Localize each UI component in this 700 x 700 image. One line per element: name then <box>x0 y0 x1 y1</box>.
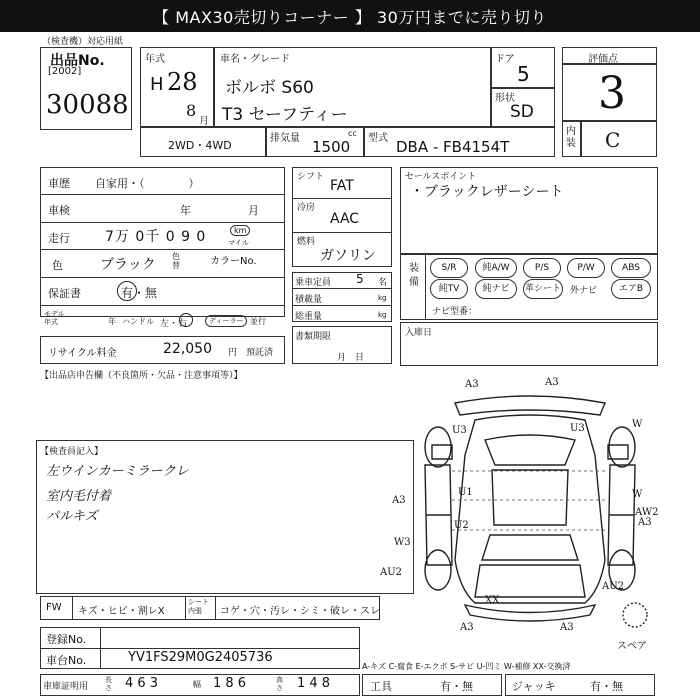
inspector-label: 【検査員記入】 <box>40 447 104 457</box>
year-label: 年式 <box>145 54 165 65</box>
damage-legend: A-キズ C-腐食 E-エクボ S-サビ U-凹ミ W-補修 XX-交換済 <box>362 662 571 671</box>
mark-u2: U2 <box>454 520 469 531</box>
mark-xx: XX <box>485 595 500 606</box>
weight-label: 総重量 <box>295 312 323 322</box>
mark-w3: W3 <box>394 537 411 548</box>
fw-items: キズ・ヒビ・割レX <box>78 606 165 617</box>
mark-a3-left-door: A3 <box>392 495 406 506</box>
equip-leather-seat: 革シート <box>523 279 563 299</box>
shape-label: 形状 <box>495 93 515 104</box>
title-banner: 【 MAX30売切りコーナー 】 30万円までに売り切り <box>0 0 700 32</box>
mark-a3-front-left: A3 <box>460 622 474 630</box>
lot-number: 30088 <box>46 90 129 120</box>
interior-label: 内装 <box>566 126 576 149</box>
grade-name: T3 セーフティー <box>222 105 348 125</box>
entry-date-label: 入庫日 <box>405 328 433 338</box>
mark-aw2-right: AW2 <box>635 507 659 518</box>
cc-label: 排気量 <box>270 133 300 144</box>
type-label: 型式 <box>368 133 388 144</box>
equip-power-window: P/W <box>567 258 605 278</box>
shape-value: SD <box>510 102 534 122</box>
height-label: 高さ <box>276 676 283 692</box>
mark-a3-front-right: A3 <box>560 622 574 630</box>
width-label: 幅 <box>193 680 201 689</box>
mark-au2-right: AU2 <box>602 581 625 592</box>
inspector-note-1: 左ウインカーミラークレ <box>46 464 189 479</box>
ac-label: 冷房 <box>297 203 316 213</box>
equip-airbag: エアB <box>611 279 651 299</box>
equip-sunroof: S/R <box>430 258 468 278</box>
load-label: 積載量 <box>295 295 323 305</box>
mileage-unit-km: km <box>230 225 250 236</box>
width-value: 1 8 6 <box>213 676 247 691</box>
door-label: ドア <box>495 54 515 65</box>
exhibitor-note-label: 【出品店申告欄（不良箇所・欠品・注意事項等）】 <box>40 371 243 381</box>
selling-label: セールスポイント <box>405 172 477 182</box>
score-value: 3 <box>598 68 626 119</box>
cc-unit: cc <box>348 129 357 138</box>
model-year-unit: 年 <box>108 317 116 326</box>
selling-value: ・ブラックレザーシート <box>410 184 564 200</box>
capacity-unit: 名 <box>378 278 388 288</box>
mark-w-right-door: W <box>632 489 643 500</box>
model-year-label: モデル年式 <box>44 310 65 326</box>
equip-genuine-aw: 純A/W <box>475 258 517 278</box>
color-change-label: 色替 <box>172 252 180 270</box>
year-value: 28 <box>167 68 198 96</box>
inspector-note-2: 室内毛付着 <box>46 489 112 504</box>
displacement-value: 1500 <box>312 138 351 156</box>
mark-u3-right: U3 <box>570 423 585 434</box>
recycle-value: 22,050 <box>163 341 212 357</box>
navi-model-label: ナビ型番： <box>432 307 478 317</box>
history-options: 自家用・（ ） <box>95 177 200 190</box>
length-label: 長さ <box>105 676 112 692</box>
drive-value: 2WD・4WD <box>168 139 232 152</box>
fuel-value: ガソリン <box>320 248 376 264</box>
inspector-note-3: パルキズ <box>46 509 98 524</box>
inspection-year-unit: 年 <box>180 204 191 217</box>
warranty-options: 有・無 <box>121 286 158 300</box>
score-label: 評価点 <box>588 54 618 65</box>
doors-value: 5 <box>517 62 530 86</box>
warranty-label: 保証書 <box>48 287 81 300</box>
mark-a3-rear-right: A3 <box>545 377 559 388</box>
interior-value: C <box>605 128 621 152</box>
seat-label: シート 内張 <box>188 598 209 615</box>
lot-stamp: [2002] <box>48 66 82 77</box>
color-label: 色 <box>52 259 63 272</box>
mark-u1: U1 <box>458 487 473 498</box>
jack-options: 有・無 <box>590 680 623 693</box>
equip-genuine-navi: 純ナビ <box>475 279 517 299</box>
name-label: 車名・グレード <box>220 54 290 65</box>
car-damage-diagram <box>380 375 680 630</box>
shift-label: シフト <box>297 172 325 182</box>
fuel-label: 燃料 <box>297 237 316 247</box>
form-note: （検査機）対応用紙 <box>42 37 124 47</box>
equip-genuine-tv: 純TV <box>430 279 468 299</box>
handle-selected-circle <box>179 313 193 327</box>
recycle-unit: 円 <box>228 348 238 358</box>
ac-value: AAC <box>330 211 360 227</box>
load-unit: kg <box>378 294 387 302</box>
chassis-label: 車台No. <box>46 654 87 667</box>
tools-label: 工具 <box>370 680 392 693</box>
entry-date-box <box>400 322 658 366</box>
mileage-value: 7万 0千 0 9 0 <box>105 229 207 245</box>
height-value: 1 4 8 <box>297 676 331 691</box>
mark-u3-left: U3 <box>452 425 467 436</box>
model-name: ボルボ S60 <box>225 78 314 98</box>
mark-a3-right-door: A3 <box>638 517 652 528</box>
shift-value: FAT <box>330 178 354 194</box>
registration-label: 登録No. <box>46 633 87 646</box>
jack-label: ジャッキ <box>512 680 556 693</box>
history-label: 車歴 <box>48 177 70 190</box>
type-value: DBA - FB4154T <box>396 138 510 156</box>
recycle-label: リサイクル料金 <box>48 348 117 359</box>
equipment-label: 装備 <box>409 263 419 288</box>
doc-unit: 月 日 <box>337 353 365 363</box>
color-value: ブラック <box>100 257 156 273</box>
weight-unit: kg <box>378 311 387 319</box>
color-no-label: カラーNo. <box>210 256 257 267</box>
seat-items: コゲ・穴・汚レ・シミ・破レ・スレ <box>220 606 380 617</box>
handle-options: 左・右 <box>160 319 188 329</box>
month-unit: 月 <box>199 116 209 127</box>
mileage-label: 走行 <box>48 232 70 245</box>
fw-label: FW <box>46 602 62 613</box>
capacity-label: 乗車定員 <box>295 278 332 288</box>
equip-aftermarket-navi: 外ナビ <box>570 286 598 296</box>
spare-label: スペア <box>617 641 647 652</box>
handle-label: ハンドル <box>122 317 154 326</box>
equip-abs: ABS <box>611 258 651 278</box>
garage-cert-label: 車庫証明用 <box>43 682 89 692</box>
doc-label: 書類期限 <box>295 332 332 342</box>
chassis-value: YV1FS29M0G2405736 <box>128 650 273 665</box>
tools-options: 有・無 <box>440 680 473 693</box>
inspection-label: 車検 <box>48 204 70 217</box>
equip-power-steering: P/S <box>523 258 561 278</box>
mileage-unit-mile: マイル <box>228 239 249 247</box>
mark-au2-left: AU2 <box>380 567 403 578</box>
mark-w-right: W <box>632 419 643 430</box>
dealer-label: ディーラー <box>205 315 247 327</box>
recycle-note: 預託済 <box>246 348 274 358</box>
mark-a3-rear-left: A3 <box>465 379 479 390</box>
lot-label: 出品No. <box>50 53 105 69</box>
import-label: 並行 <box>250 317 266 326</box>
inspection-month-unit: 月 <box>248 204 259 217</box>
month-value: 8 <box>186 101 197 120</box>
capacity-value: 5 <box>356 272 364 286</box>
length-value: 4 6 3 <box>125 676 159 691</box>
year-era: H <box>150 74 164 95</box>
